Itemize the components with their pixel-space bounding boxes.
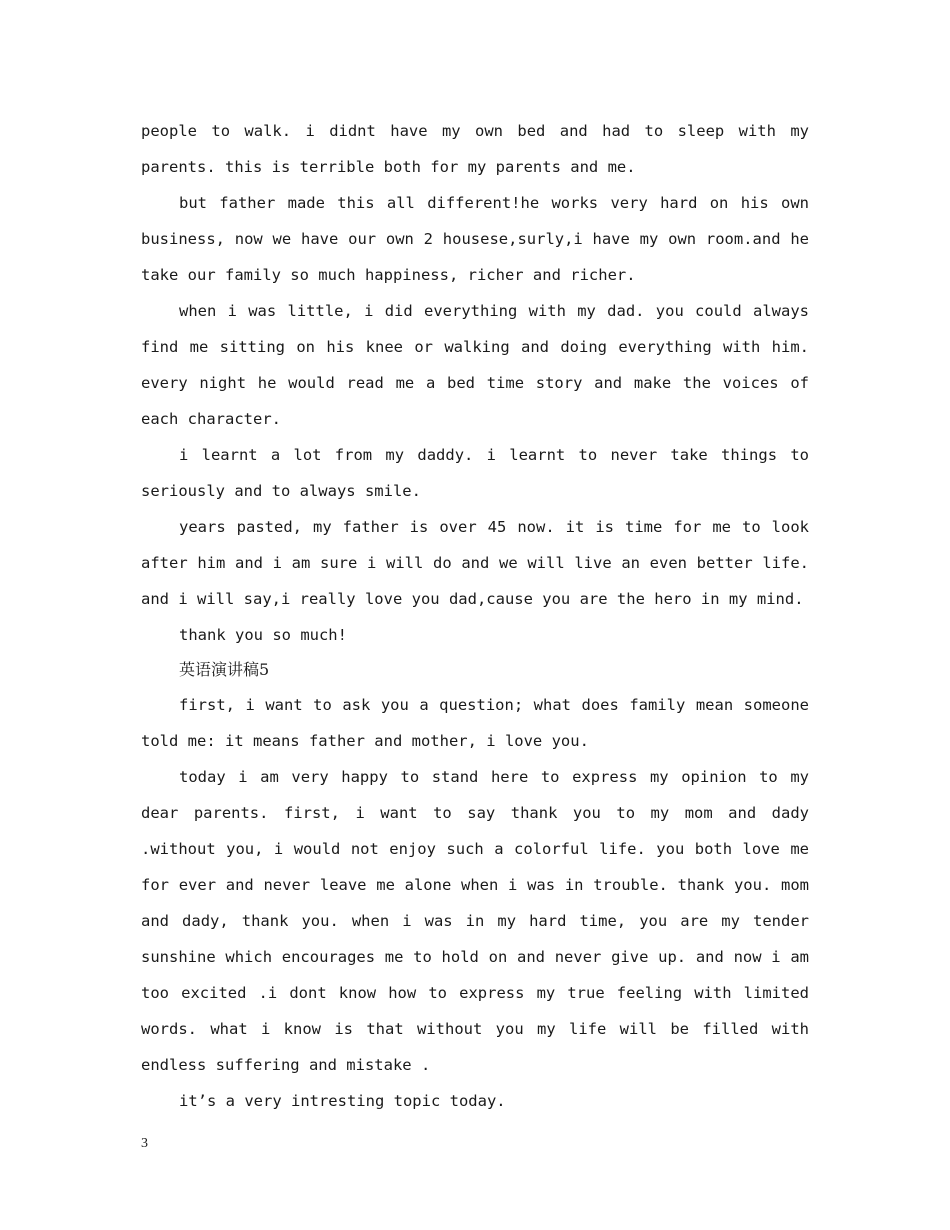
paragraph-continuation: people to walk. i didnt have my own bed and had to sleep with my parents. this is terrible both for my parents and me. bbox=[141, 122, 809, 176]
page-content bbox=[141, 113, 809, 1119]
paragraph-childhood: when i was little, i did everything with my dad. you could always find me sitting on his knee or walking and doing everything with him. every night he would read me a bed time story and make the voices of each character. bbox=[141, 302, 809, 428]
paragraph-years-pasted: years pasted, my father is over 45 now. it is time for me to look after him and i am sure i will do and we will live an even better life. and i will say,i really love you dad,cause you are the hero in my mind. bbox=[141, 518, 809, 608]
paragraph-family-question: first, i want to ask you a question; what does family mean someone told me: it means father and mother, i love you. bbox=[141, 696, 809, 750]
paragraph-learnt: i learnt a lot from my daddy. i learnt to never take things to seriously and to always smile. bbox=[141, 446, 809, 500]
page-number: 3 bbox=[141, 1136, 148, 1151]
paragraph-topic: it’s a very intresting topic today. bbox=[179, 1092, 506, 1110]
paragraph-dear-parents: today i am very happy to stand here to express my opinion to my dear parents. first, i want to say thank you to my mom and dady .without you, i would not enjoy such a colorful life. you both love me for ever and never leave me alone when i was in trouble. thank you. mom and dady, thank you. when i was in my hard time, you are my tender sunshine which encourages me to hold on and never give up. and now i am too excited .i dont know how to express my true feeling with limited words. what i know is that without you my life will be filled with endless suffering and mistake . bbox=[141, 768, 809, 1074]
section-heading: 英语演讲稿5 bbox=[179, 660, 270, 679]
paragraph-thank-you: thank you so much! bbox=[179, 626, 347, 644]
paragraph-father-business: but father made this all different!he works very hard on his own business, now we have our own 2 housese,surly,i have my own room.and he take our family so much happiness, richer and richer. bbox=[141, 194, 809, 284]
